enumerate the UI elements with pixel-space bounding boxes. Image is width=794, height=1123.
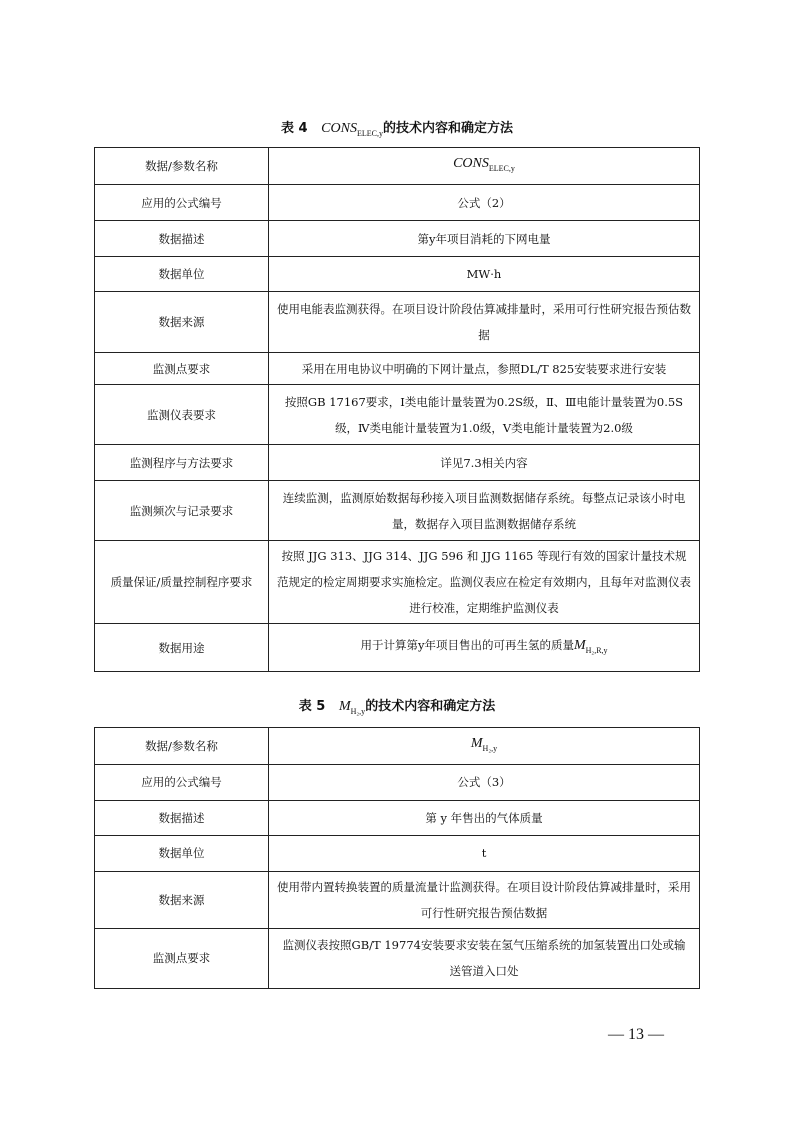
row-label: 质量保证/质量控制程序要求: [95, 541, 269, 624]
caption-suffix: 的技术内容和确定方法: [365, 699, 496, 714]
caption-symbol: [321, 121, 383, 136]
caption-suffix: 的技术内容和确定方法: [382, 121, 513, 136]
table-row: [95, 148, 700, 185]
table-row: [95, 928, 700, 988]
table-row: [95, 871, 700, 928]
symbol-main: M: [470, 736, 483, 751]
row-label: 数据用途: [95, 624, 269, 672]
row-value: 第y年项目消耗的下网电量: [269, 221, 700, 257]
symbol: [453, 156, 515, 171]
caption-prefix: 表 4: [281, 121, 308, 136]
row-label: 应用的公式编号: [95, 764, 269, 800]
page-number: — 13 —: [608, 1026, 664, 1043]
caption-prefix: 表 5: [298, 699, 326, 714]
value-text: 用于计算第y年项目售出的可再生氢的质量: [360, 637, 574, 652]
row-value: 使用电能表监测获得。在项目设计阶段估算减排量时，采用可行性研究报告预估数据: [269, 292, 700, 353]
row-label: 监测点要求: [95, 353, 269, 385]
table4: [94, 147, 700, 672]
table-row: [95, 728, 700, 765]
symbol-sub: ELEC,y: [488, 163, 515, 173]
symbol-main: CONS: [453, 156, 489, 172]
row-label: 数据描述: [95, 221, 269, 257]
row-value: [269, 624, 700, 672]
table-row: [95, 541, 700, 624]
table5-caption: [0, 695, 794, 716]
symbol: [574, 638, 608, 653]
symbol: M: [338, 699, 351, 714]
table-row: [95, 800, 700, 835]
table-row: [95, 185, 700, 221]
row-value: MW·h: [269, 257, 700, 292]
row-label: 数据/参数名称: [95, 148, 269, 185]
table-row: [95, 445, 700, 481]
row-value: [269, 148, 700, 185]
symbol-sub: H₂,y: [482, 743, 498, 753]
row-label: 数据来源: [95, 292, 269, 353]
table-row: [95, 835, 700, 871]
symbol-sub: H₂,y: [350, 706, 366, 716]
row-label: 数据单位: [95, 835, 269, 871]
row-label: 监测点要求: [95, 928, 269, 988]
symbol: CONS: [321, 121, 357, 136]
symbol-sub: H₂,R,y: [585, 645, 608, 655]
symbol: [471, 736, 497, 751]
table-row: [95, 257, 700, 292]
row-value: 按照GB 17167要求，Ⅰ类电能计量装置为0.2S级，Ⅱ、Ⅲ电能计量装置为0.5S级，Ⅳ类电能计量装置为1.0级，Ⅴ类电能计量装置为2.0级: [269, 385, 700, 445]
symbol-main: M: [573, 637, 586, 653]
row-value: t: [269, 835, 700, 871]
row-label: 监测频次与记录要求: [95, 481, 269, 541]
row-value: 采用在用电协议中明确的下网计量点，参照DL/T 825安装要求进行安装: [269, 353, 700, 385]
table-row: [95, 353, 700, 385]
table4-caption: [0, 117, 794, 138]
row-value: 使用带内置转换装置的质量流量计监测获得。在项目设计阶段估算减排量时，采用可行性研究报告预估数据: [269, 871, 700, 928]
table-row: [95, 385, 700, 445]
row-label: 数据来源: [95, 871, 269, 928]
table-row: [95, 292, 700, 353]
table-row: [95, 481, 700, 541]
row-value: 监测仪表按照GB/T 19774安装要求安装在氢气压缩系统的加氢装置出口处或输送管道入口处: [269, 928, 700, 988]
row-label: 数据描述: [95, 800, 269, 835]
table5: [94, 727, 700, 989]
row-value: 公式（3）: [269, 764, 700, 800]
row-label: 数据/参数名称: [95, 728, 269, 765]
row-label: 应用的公式编号: [95, 185, 269, 221]
row-label: 监测程序与方法要求: [95, 445, 269, 481]
row-label: 数据单位: [95, 257, 269, 292]
row-value: 按照 JJG 313、JJG 314、JJG 596 和 JJG 1165 等现行有效的国家计量技术规范规定的检定周期要求实施检定。监测仪表应在检定有效期内，且每年对监测仪表进行校准，定期维护监测仪表: [269, 541, 700, 624]
row-value: 连续监测，监测原始数据每秒接入项目监测数据储存系统。每整点记录该小时电量，数据存入项目监测数据储存系统: [269, 481, 700, 541]
table-row: [95, 221, 700, 257]
caption-symbol: [339, 699, 365, 714]
row-value: [269, 728, 700, 765]
symbol-sub: ELEC,y: [356, 128, 383, 138]
table-row: [95, 624, 700, 672]
row-value: 公式（2）: [269, 185, 700, 221]
row-label: 监测仪表要求: [95, 385, 269, 445]
table-row: [95, 764, 700, 800]
row-value: 第 y 年售出的气体质量: [269, 800, 700, 835]
row-value: 详见7.3相关内容: [269, 445, 700, 481]
